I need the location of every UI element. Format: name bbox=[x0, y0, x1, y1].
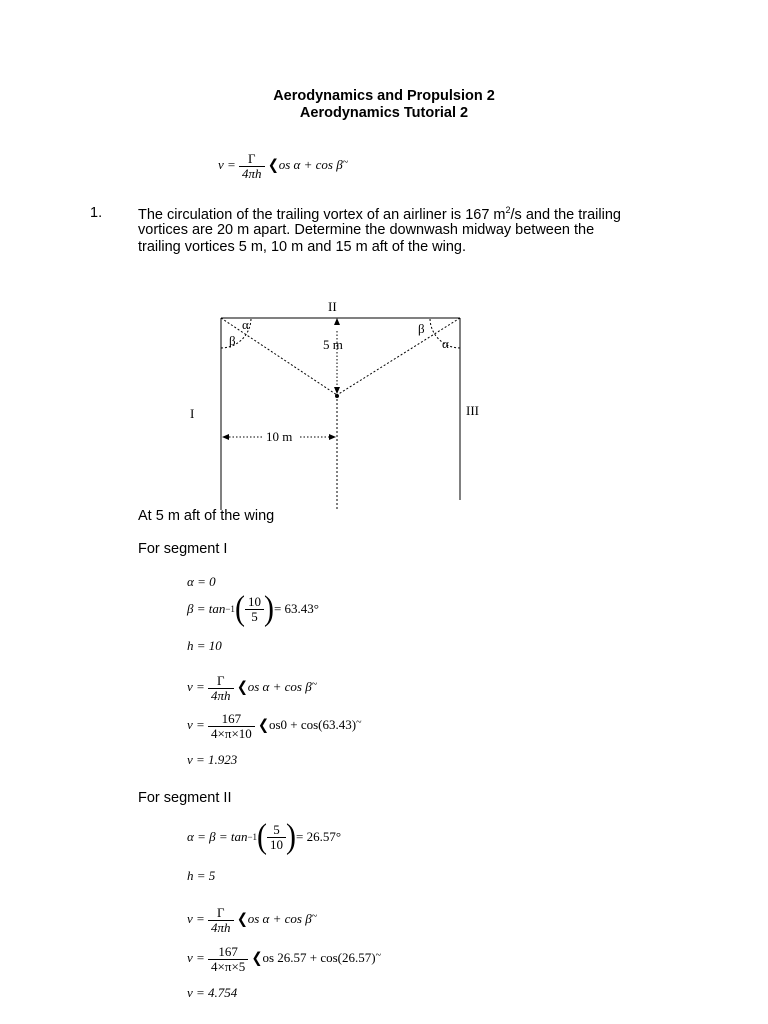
label-segment-ii: II bbox=[328, 299, 337, 314]
seg1-v-substituted: v = $\frac{167}{4\times\pi\times 10}$ ❮os0 + cos(63.43)~ bbox=[187, 711, 362, 741]
segment-ii-heading: For segment II bbox=[138, 790, 232, 806]
segment-i-heading: For segment I bbox=[138, 541, 228, 557]
formula-fraction: $\frac{\Gamma}{4\pi h}$ bbox=[239, 152, 265, 180]
midpoint-dot bbox=[335, 394, 339, 398]
page-subtitle: Aerodynamics Tutorial 2 bbox=[299, 105, 469, 121]
formula-general: v = $\frac{\Gamma}{4\pi h}$ ❮os α + cos β~ bbox=[218, 151, 349, 181]
right-diagonal bbox=[337, 318, 460, 395]
seg2-result: v = 4.754 bbox=[187, 985, 238, 1000]
page-title: Aerodynamics and Propulsion 2 bbox=[273, 88, 495, 104]
label-beta-left: β bbox=[229, 333, 236, 348]
arrow-left bbox=[222, 434, 229, 440]
seg1-alpha-eq: α = 0 bbox=[187, 574, 216, 589]
label-beta-right: β bbox=[418, 321, 425, 336]
label-segment-iii: III bbox=[466, 403, 479, 418]
seg2-v-substituted: v = $\frac{167}{4\times\pi\times 5}$ ❮os 26.57 + cos(26.57)~ bbox=[187, 944, 381, 974]
left-diagonal bbox=[221, 318, 337, 395]
question-line-3: trailing vortices 5 m, 10 m and 15 m aft of the wing. bbox=[138, 239, 467, 255]
question-line-1: The circulation of the trailing vortex of an airliner is 167 $m^2/s$ and the trailing bbox=[138, 205, 621, 223]
seg2-alpha-beta-eq: α = β = tan −1 ( $\frac{5}{10}$ ) = 26.57° bbox=[187, 817, 342, 856]
label-vertical-distance: 5 m bbox=[323, 337, 343, 352]
seg1-result: v = 1.923 bbox=[187, 752, 238, 767]
label-alpha-left: α bbox=[242, 317, 249, 332]
formula-lhs: v = bbox=[218, 157, 236, 173]
arrow-right bbox=[329, 434, 336, 440]
seg1-v-formula: v = $\frac{\Gamma}{4\pi h}$ ❮os α + cos β~ bbox=[187, 673, 318, 703]
arrow-down bbox=[334, 387, 340, 394]
formula-body: os α + cos β bbox=[278, 157, 343, 173]
label-alpha-right: α bbox=[442, 336, 449, 351]
seg2-v-formula: v = $\frac{\Gamma}{4\pi h}$ ❮os α + cos β~ bbox=[187, 905, 318, 935]
label-segment-i: I bbox=[190, 406, 195, 421]
label-horizontal-distance: 10 m bbox=[266, 429, 293, 444]
seg1-beta-eq: β = tan −1 ( $\frac{10}{5}$ ) = 63.43° bbox=[187, 589, 319, 628]
seg1-h-eq: h = 10 bbox=[187, 638, 222, 653]
question-line-2: vortices are 20 m apart. Determine the downwash midway between the bbox=[138, 222, 595, 238]
seg2-h-eq: h = 5 bbox=[187, 868, 216, 883]
question-number: 1. bbox=[90, 205, 103, 221]
arrow-up bbox=[334, 318, 340, 325]
section-heading: At 5 m aft of the wing bbox=[138, 508, 275, 524]
